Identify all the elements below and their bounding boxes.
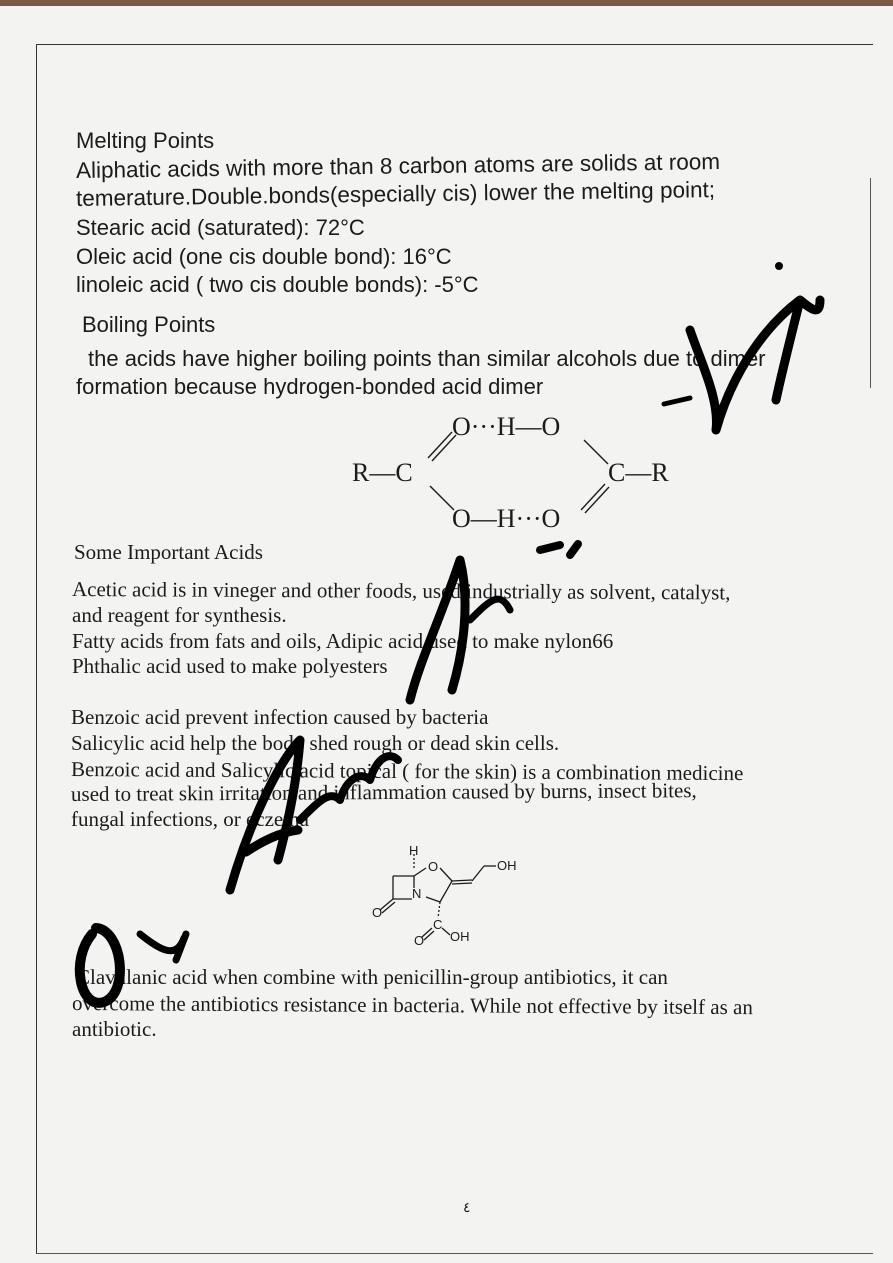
boiling-heading: Boiling Points [82,312,216,337]
clavulanic-h-label: H [409,843,419,858]
clavulanic-acid-o-label: O [414,933,425,948]
clavulanic-acid-c-label: C [433,917,443,932]
signature-letter-a [230,740,300,890]
important-acids-heading: Some Important Acids [74,540,263,564]
signature-rawi [690,300,820,430]
dimer-top-bond: O···H—O [452,412,561,441]
signature-mm [300,756,398,820]
signature-dot [775,262,783,270]
clavulanic-line-1: Clavulanic acid when combine with penicillin-group antibiotics, it can [76,965,668,989]
signature-letter-d [80,928,120,1003]
benzoic-acid-line: Benzoic acid prevent infection caused by bacteria [71,705,489,729]
clavulanic-line-3: antibiotic. [72,1017,157,1041]
signature-mark-t [540,544,578,555]
acetic-acid-line-2: and reagent for synthesis. [72,603,287,627]
melting-line-1: Aliphatic acids with more than 8 carbon atoms are solids at room [75,149,721,183]
stearic-acid-line: Stearic acid (saturated): 72°C [76,215,365,240]
signature-stroke-small [664,398,690,404]
signature-dash [470,599,510,620]
clavulanic-n-label: N [412,886,422,901]
phthalic-acid-line: Phthalic acid used to make polyesters [72,654,388,678]
dimer-bottom-bond: O—H···O [452,504,561,533]
dimer-right-group: C—R [608,458,669,487]
dimer-left-group: R—C [352,458,413,487]
clavulanic-line-2: overcome the antibiotics resistance in bacteria. While not effective by itself as an [71,991,753,1020]
signature-letter-r [140,934,186,960]
salicylic-acid-line: Salicylic acid help the body shed rough or dead skin cells. [71,731,560,755]
fatty-acids-line: Fatty acids from fats and oils, Adipic acid used to make nylon66 [72,629,614,653]
signature-letter-l [410,560,465,700]
boiling-line-2: formation because hydrogen-bonded acid dimer [76,374,544,399]
topical-combination-line-1: Benzoic acid and Salicylic acid topical ( for the skin) is a combination medicine [70,757,744,786]
linoleic-acid-line: linoleic acid ( two cis double bonds): -5°C [76,272,479,297]
oleic-acid-line: Oleic acid (one cis double bond): 16°C [76,244,452,269]
topical-combination-line-3: fungal infections, or eczema [71,807,309,831]
boiling-line-1: the acids have higher boiling points than similar alcohols due to dimer [88,346,766,371]
clavulanic-oh-label: OH [497,858,517,873]
melting-heading: Melting Points [76,128,215,153]
acetic-acid-line-1: Acetic acid is in vineger and other foods, used industrially as solvent, catalyst, [71,577,731,605]
clavulanic-acid-oh-label: OH [450,929,470,944]
page-number: ٤ [463,1201,471,1216]
clavulanic-ring-o-label: O [428,859,439,874]
melting-line-2: temerature.Double.bonds(especially cis) lower the melting point; [75,177,716,211]
clavulanic-carbonyl-o-label: O [372,905,383,920]
topical-combination-line-2: used to treat skin irritation and inflammation caused by burns, insect bites, [70,778,697,806]
